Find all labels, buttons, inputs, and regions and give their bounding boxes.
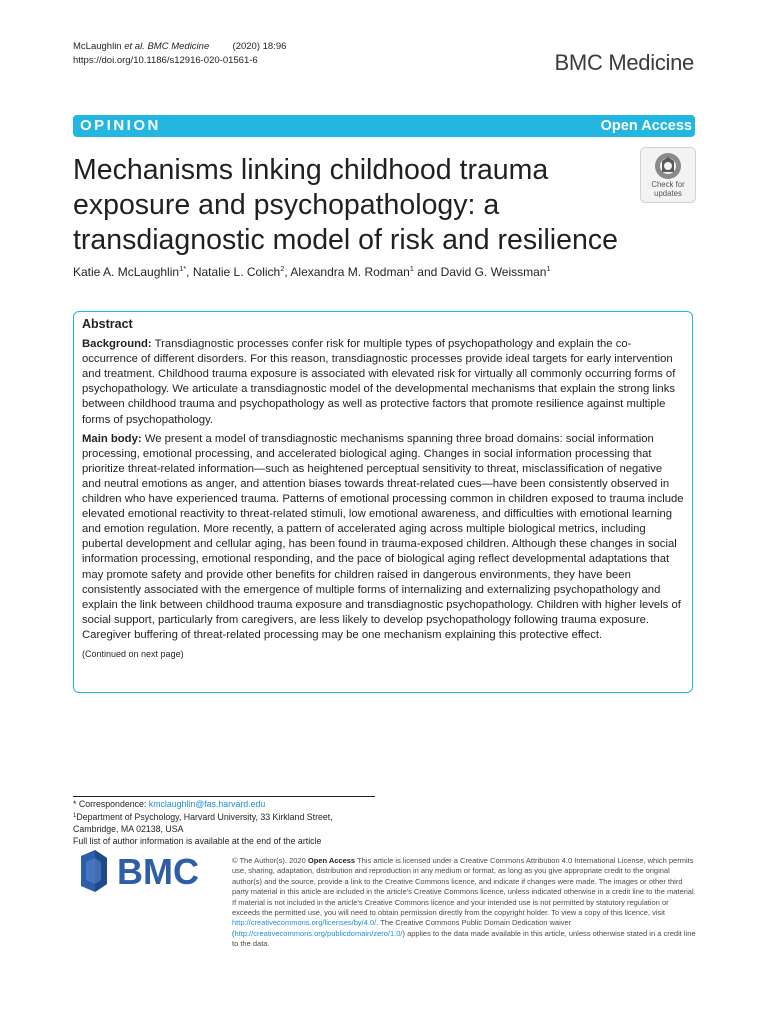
footnotes — [73, 798, 333, 847]
footnote-divider — [73, 796, 375, 797]
author-name: David G. Weissman — [440, 265, 547, 279]
bmc-logo-text: BMC — [117, 851, 199, 892]
cc-zero-link[interactable]: http://creativecommons.org/publicdomain/zero/1.0/ — [234, 928, 403, 938]
author-separator: and — [413, 265, 441, 279]
abstract-heading: Abstract — [82, 317, 133, 331]
open-access-label: Open Access — [600, 118, 692, 134]
affiliation: $^1$Department of Psychology, Harvard University, 33 Kirkland Street, — [73, 812, 333, 822]
author-name: Katie A. McLaughlin — [73, 265, 180, 279]
correspondence: * Correspondence: kmclaughlin@fas.harvard.edu — [73, 799, 266, 809]
citation-journal: et al. BMC Medicine — [124, 41, 210, 52]
running-header — [73, 40, 286, 68]
author-info-note: Full list of author information is available at the end of the article — [73, 836, 322, 846]
background-text: Transdiagnostic processes confer risk for multiple types of psychopathology and explain the co-occurrence of different disorders. For this reason, transdiagnostic processes provide ideal targets for early intervention and treatment. Childhood trauma exposure is associated with elevated risk for virtually all commonly occurring forms of psychopathology. We articulate a transdiagnostic model of the developmental mechanisms that explain the strong links between childhood trauma and psychopathology as well as protective factors that promote resilience against multiple forms of psychopathology. — [82, 338, 676, 426]
citation-author: McLaughlin — [73, 41, 122, 52]
article-type-label: OPINION — [80, 117, 161, 134]
main-body-label: Main body: — [82, 432, 142, 445]
main-body-text: We present a model of transdiagnostic mechanisms spanning three broad domains: social information processing, emotional processing, and accelerated biological aging. Changes in social information processing that prioritize threat-related information—such as heightened perceptual sensitivity to threat, misclassification of negative and neutral emotions as anger, and attention biases towards threat-related cues—have been consistently observed in children who have experienced trauma. Patterns of emotional processing common in children exposed to trauma include elevated emotional reactivity to threat-related stimuli, low emotional awareness, and difficulties with emotional learning and emotion regulation. More recently, a pattern of accelerated aging across multiple biological metrics, including pubertal development and cellular aging, has been found in trauma-exposed children. Although these changes in social information processing, emotional responding, and the pace of biological aging reflect developmental adaptations that may promote safety and provide other benefits for children raised in dangerous environments, they have been consistently associated with the emergence of multiple forms of internalizing and externalizing psychopathology and explain the link between childhood trauma exposure and transdiagnostic psychopathology. Children with higher levels of social support, particularly from caregivers, are less likely to develop psychopathology following trauma exposure. Caregiver buffering of threat-related processing may be one mechanism explaining this protective effect. — [82, 432, 684, 641]
bmc-logo-icon — [81, 850, 217, 892]
abstract-content — [82, 317, 684, 662]
author-name: Alexandra M. Rodman — [290, 265, 410, 279]
background-label: Background: — [82, 338, 152, 351]
citation-line — [73, 40, 286, 54]
continued-note: (Continued on next page) — [82, 648, 184, 659]
citation-year-volume: (2020) 18:96 — [232, 41, 287, 52]
journal-name: BMC Medicine — [554, 50, 694, 75]
author-affiliation-marker: 1 — [409, 264, 414, 273]
author-separator: , — [186, 265, 193, 279]
cc-license-link[interactable]: http://creativecommons.org/licenses/by/4.0/ — [232, 918, 377, 928]
author-affiliation-marker: 2 — [280, 264, 285, 273]
license-text: © The Author(s). 2020 Open Access This article is licensed under a Creative Commons Attribution 4.0 International License, which permits use, sharing, adaptation, distribution and reproduction in any medium or format, as long as you give appropriate credit to the original author(s) and the source, provide a link to the Creative Commons licence, and indicate if changes were made. The images or other third party material in this article are included in the article's Creative Commons licence, unless indicated otherwise in a credit line to the material. If material is not included in the article's Creative Commons licence and your intended use is not permitted by statutory regulation or exceeds the permitted use, you will need to obtain permission directly from the copyright holder. To view a copy of this licence, visit http://creativecommons.org/licenses/by/4.0/. The Creative Commons Public Domain Dedication waiver (http://creativecommons.org/publicdomain/zero/1.0/) applies to the data made available in this article, unless otherwise stated in a credit line to the data. — [232, 856, 696, 949]
author-name: Natalie L. Colich — [192, 265, 281, 279]
author-list — [73, 264, 551, 279]
abstract-background — [82, 337, 684, 428]
check-for-updates-label: Check for updates — [651, 180, 685, 198]
doi-link[interactable]: https://doi.org/10.1186/s12916-020-01561-6 — [73, 55, 258, 66]
abstract-main-body — [82, 432, 684, 643]
author-affiliation-marker: 1 — [546, 264, 551, 273]
article-title: Mechanisms linking childhood trauma exposure and psychopathology: a transdiagnostic model of risk and resilience — [73, 154, 618, 256]
author-affiliation-marker: 1* — [179, 264, 187, 273]
author-separator: , — [284, 265, 291, 279]
affiliation-cont: Cambridge, MA 02138, USA — [73, 824, 184, 834]
correspondence-email-link[interactable]: kmclaughlin@fas.harvard.edu — [148, 799, 266, 809]
